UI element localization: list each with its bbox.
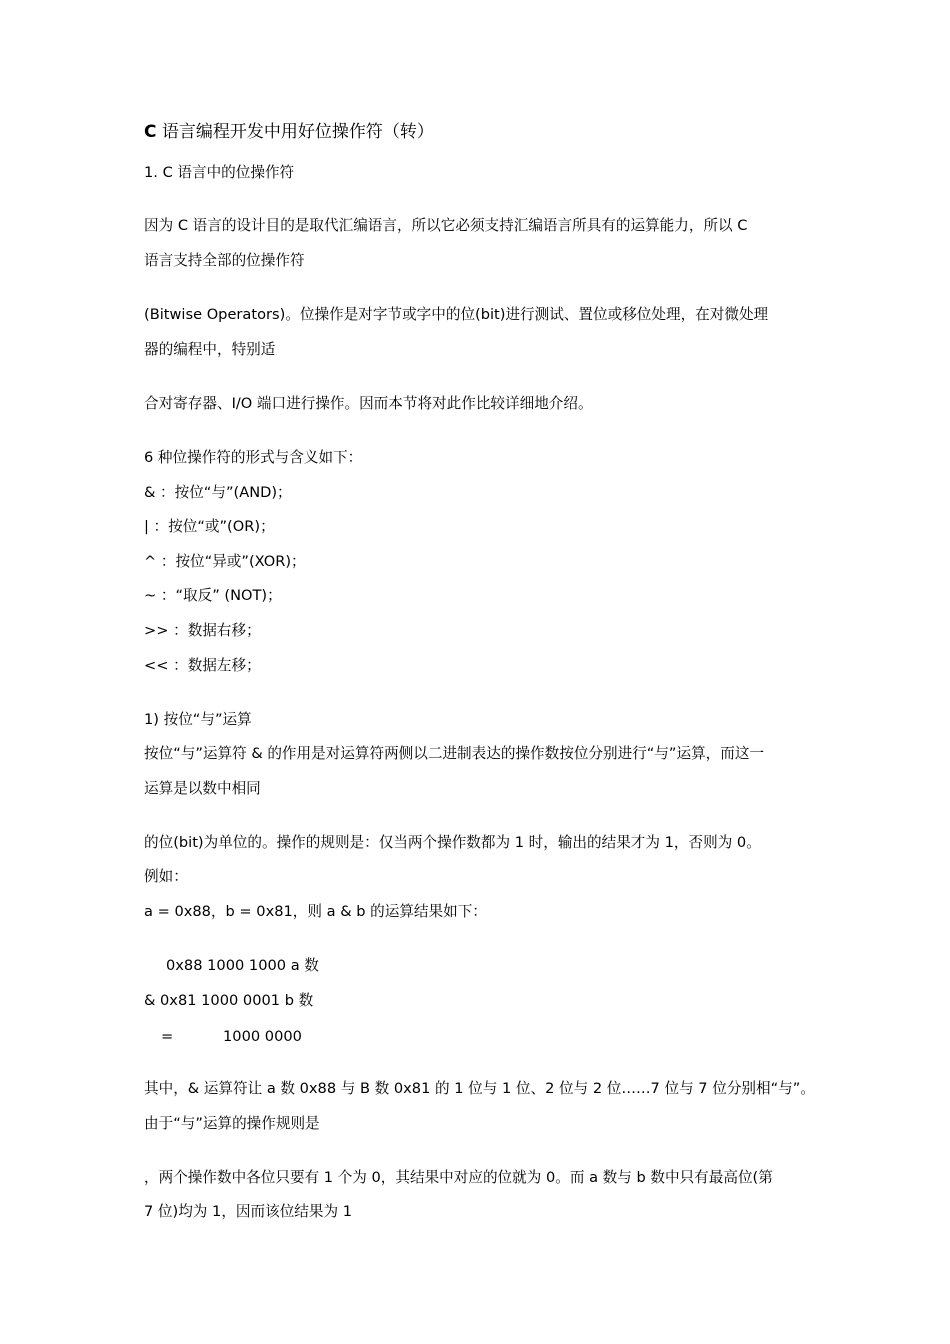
title-prefix: C <box>144 122 157 142</box>
calc-line: & 0x81 1000 0001 b 数 <box>144 992 314 1009</box>
paragraph-line: (Bitwise Operators)。位操作是对字节或字中的位(bit)进行测试、置位或移位处理，在对微处理 <box>144 306 769 323</box>
paragraph-line: 由于“与”运算的操作规则是 <box>144 1115 320 1132</box>
title-text: 语言编程开发中用好位操作符（转） <box>156 122 434 142</box>
operator-item: | ：按位“或”(OR)； <box>144 518 275 535</box>
operator-item: & ：按位“与”(AND)； <box>144 484 292 501</box>
paragraph-line: 7 位)均为 1，因而该位结果为 1 <box>144 1203 352 1220</box>
subsection-heading: 1) 按位“与”运算 <box>144 711 252 728</box>
calc-line: 0x88 1000 1000 a 数 <box>166 957 319 974</box>
paragraph-line: ，两个操作数中各位只要有 1 个为 0，其结果中对应的位就为 0。而 a 数与 b 数中只有最高位(第 <box>144 1169 773 1186</box>
example-line: a = 0x88，b = 0x81，则 a & b 的运算结果如下： <box>144 903 487 920</box>
paragraph-line: 语言支持全部的位操作符 <box>144 252 305 269</box>
paragraph-line: 合对寄存器、I/O 端口进行操作。因而本节将对此作比较详细地介绍。 <box>144 395 593 412</box>
paragraph-line: 的位(bit)为单位的。操作的规则是：仅当两个操作数都为 1 时，输出的结果才为 1，否则为 0。 <box>144 834 761 851</box>
operator-item: << ：数据左移； <box>144 657 261 674</box>
section-heading: 1. C 语言中的位操作符 <box>144 164 295 181</box>
paragraph-line: 其中，& 运算符让 a 数 0x88 与 B 数 0x81 的 1 位与 1 位、2 位与 2 位……7 位与 7 位分别相“与”。 <box>144 1080 815 1097</box>
paragraph-line: 器的编程中，特别适 <box>144 341 276 358</box>
calc-result: 1000 0000 <box>223 1028 302 1045</box>
operator-item: >> ：数据右移； <box>144 622 261 639</box>
page-title <box>144 124 434 141</box>
paragraph-line: 按位“与”运算符 & 的作用是对运算符两侧以二进制表达的操作数按位分别进行“与”运算，而这一 <box>144 745 765 762</box>
paragraph-line: 例如： <box>144 868 188 885</box>
paragraph-line: 因为 C 语言的设计目的是取代汇编语言，所以它必须支持汇编语言所具有的运算能力，所以 C <box>144 217 748 234</box>
operators-intro: 6 种位操作符的形式与含义如下： <box>144 449 363 466</box>
operator-item: ~ ：“取反” (NOT)； <box>144 587 282 604</box>
calc-equals: = <box>161 1028 174 1045</box>
operator-item: ^ ：按位“异或”(XOR)； <box>144 553 306 570</box>
paragraph-line: 运算是以数中相同 <box>144 780 261 797</box>
